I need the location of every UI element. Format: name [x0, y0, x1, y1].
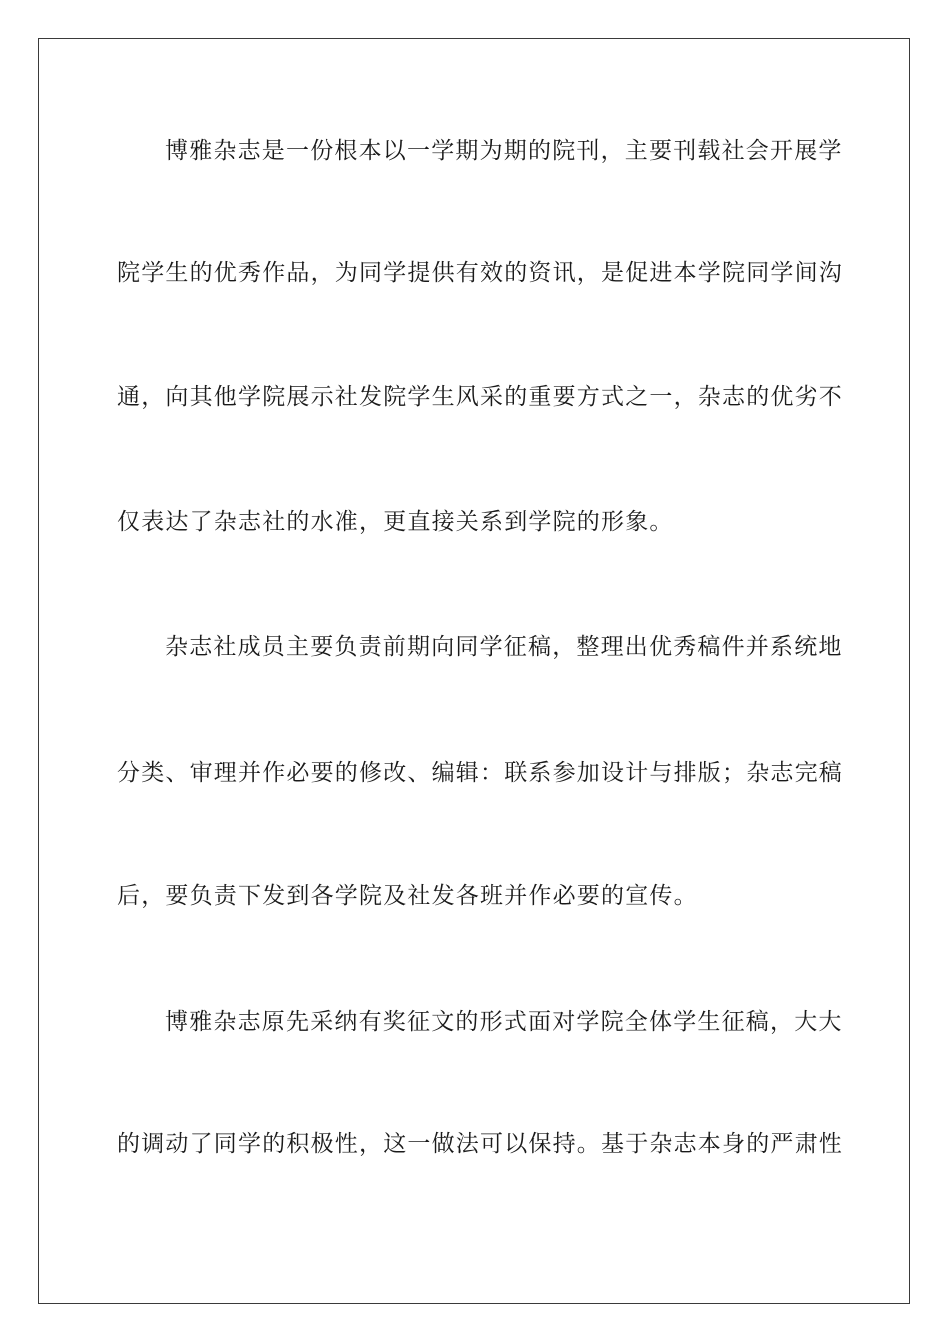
paragraph-line: 通，向其他学院展示社发院学生风采的重要方式之一，杂志的优劣不 — [117, 384, 843, 410]
paragraph-line: 杂志社成员主要负责前期向同学征稿，整理出优秀稿件并系统地 — [165, 634, 843, 660]
paragraph-line: 博雅杂志原先采纳有奖征文的形式面对学院全体学生征稿，大大 — [165, 1009, 843, 1035]
paragraph-line: 博雅杂志是一份根本以一学期为期的院刊，主要刊载社会开展学 — [165, 138, 843, 164]
paragraph-line: 仅表达了杂志社的水准，更直接关系到学院的形象。 — [117, 509, 674, 535]
page-border — [38, 38, 910, 1304]
paragraph-line: 院学生的优秀作品，为同学提供有效的资讯，是促进本学院同学间沟 — [117, 260, 843, 286]
paragraph-line: 后，要负责下发到各学院及社发各班并作必要的宣传。 — [117, 883, 698, 909]
paragraph-line: 的调动了同学的积极性，这一做法可以保持。基于杂志本身的严肃性 — [117, 1131, 843, 1157]
paragraph-line: 分类、审理并作必要的修改、编辑：联系参加设计与排版；杂志完稿 — [117, 760, 843, 786]
